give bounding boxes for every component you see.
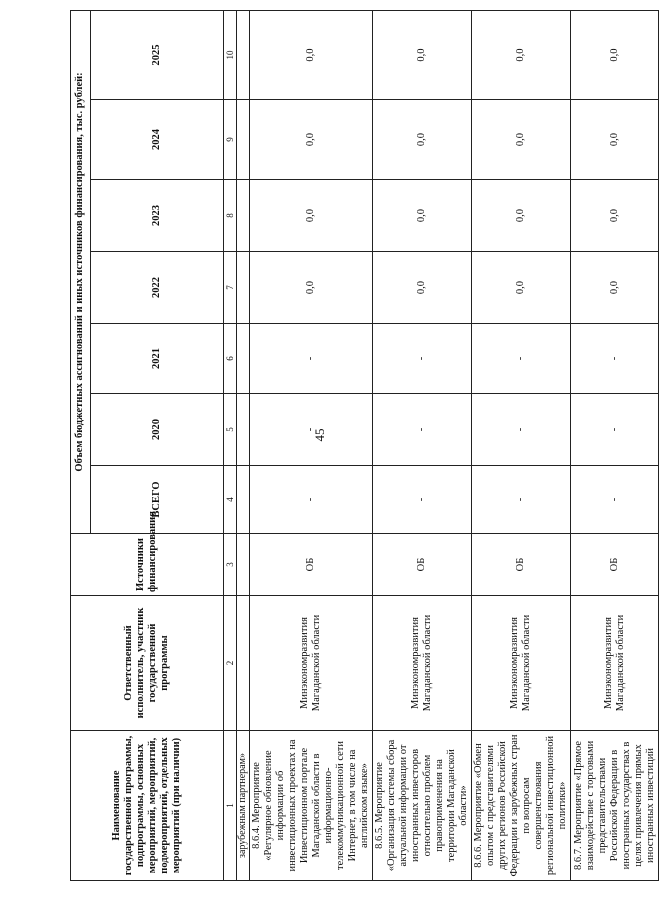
measure-name: 8.6.6. Мероприятие «Обмен опытом с представителями других регионов Российской Федерации и зарубежных стран по вопросам совершенствования региональной инвестиционной политики» [472,731,571,881]
value-2025: 0,0 [571,11,659,100]
value-total: - [250,466,373,534]
responsible-executor: Минэкономразвития Магаданской области [373,596,472,731]
value-2020: - [250,394,373,466]
value-2021: - [373,324,472,394]
responsible-executor: Минэкономразвития Магаданской области [571,596,659,731]
table-row [250,11,373,881]
header-year-2020: 2020 [90,394,223,466]
table-row [472,11,571,881]
responsible-executor: Минэкономразвития Магаданской области [250,596,373,731]
column-number: 10 [224,11,237,100]
table-row [373,11,472,881]
value-2022: 0,0 [373,252,472,324]
value-2020: - [571,394,659,466]
measure-name: 8.6.4. Мероприятие «Регулярное обновление информации об инвестиционных проектах на Инвестиционном портале Магаданской области в информационно-телекоммуникационной сети Интернет, в том числе на английском языке» [250,731,373,881]
column-number: 9 [224,100,237,180]
value-2024: 0,0 [373,100,472,180]
budget-table [70,10,659,881]
value-2022: 0,0 [250,252,373,324]
value-2023: 0,0 [250,180,373,252]
header-year-2025: 2025 [90,11,223,100]
measure-name: 8.6.5. Мероприятие «Организация системы сбора актуальной информации от иностранных инвесторов относительно проблем правоприменения на территории Магаданской области» [373,731,472,881]
header-year-2024: 2024 [90,100,223,180]
value-2021: - [250,324,373,394]
carryover-row [237,11,250,881]
header-year-2021: 2021 [90,324,223,394]
value-2023: 0,0 [373,180,472,252]
funding-source: ОБ [250,534,373,596]
table-row [571,11,659,881]
column-number: 6 [224,324,237,394]
column-number: 2 [224,596,237,731]
value-2023: 0,0 [571,180,659,252]
column-number: 4 [224,466,237,534]
value-2021: - [571,324,659,394]
value-2023: 0,0 [472,180,571,252]
funding-source: ОБ [571,534,659,596]
page-number: 45 [312,428,327,442]
measure-name: 8.6.7. Мероприятие «Прямое взаимодействие с торговыми представительствами Российской Федерации в иностранных государствах в целях привлечения прямых иностранных инвестиций [571,731,659,881]
header-year-2023: 2023 [90,180,223,252]
column-number: 3 [224,534,237,596]
value-total: - [571,466,659,534]
column-number: 7 [224,252,237,324]
header-name-column: Наименование государственной программы, подпрограммы, основных мероприятий, мероприятий, подмероприятий, отдельных мероприятий (при наличии) [71,731,224,881]
value-2022: 0,0 [571,252,659,324]
value-2024: 0,0 [472,100,571,180]
value-2024: 0,0 [250,100,373,180]
header-responsible-column: Ответственный исполнитель, участник государственной программы [71,596,224,731]
value-2025: 0,0 [250,11,373,100]
value-2025: 0,0 [472,11,571,100]
value-total: - [373,466,472,534]
column-number: 1 [224,731,237,881]
value-2020: - [373,394,472,466]
responsible-executor: Минэкономразвития Магаданской области [472,596,571,731]
funding-source: ОБ [373,534,472,596]
header-year-2022: 2022 [90,252,223,324]
header-source-column: Источники финансирования [71,534,224,596]
column-number: 5 [224,394,237,466]
value-total: - [472,466,571,534]
value-2022: 0,0 [472,252,571,324]
budget-table-sheet [70,11,656,881]
header-funding-group: Объем бюджетных ассигнований и иных источников финансирования, тыс. рублей: [71,11,91,534]
carryover-text: зарубежным партнерам» [237,731,250,881]
value-2021: - [472,324,571,394]
funding-source: ОБ [472,534,571,596]
column-number-row [224,11,237,881]
header-year-total: ВСЕГО [90,466,223,534]
value-2020: - [472,394,571,466]
value-2025: 0,0 [373,11,472,100]
value-2024: 0,0 [571,100,659,180]
column-number: 8 [224,180,237,252]
